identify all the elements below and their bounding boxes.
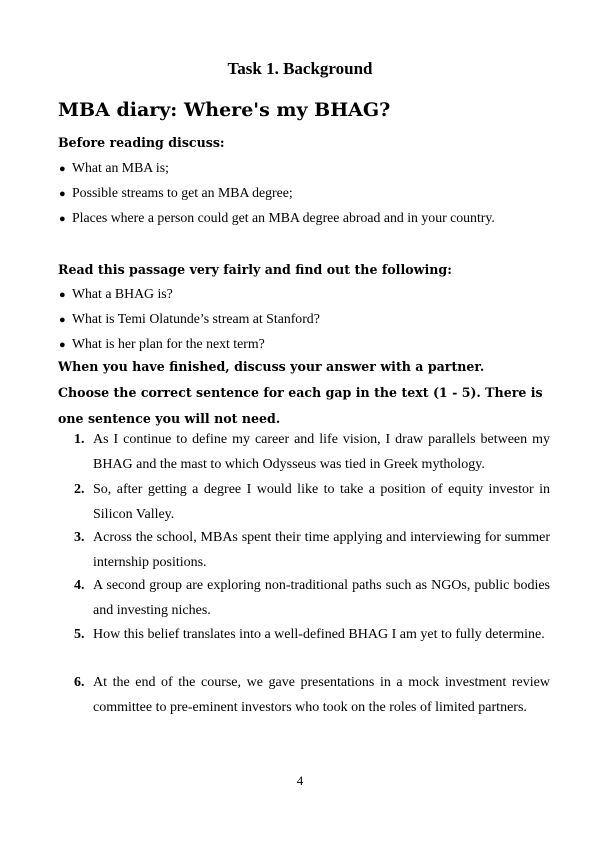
sentence-text: At the end of the course, we gave presentations in a mock investment review committee to pre-eminent investors who took on the roles of limited partners. (93, 675, 550, 715)
task-title: Task 1. Background (227, 59, 373, 78)
discuss-instruction: When you have finished, discuss your answer with a partner. (58, 359, 485, 374)
read-passage-item (59, 335, 265, 354)
before-reading-item-text: Possible streams to get an MBA degree; (72, 185, 293, 200)
before-reading-item (59, 184, 293, 203)
sentence-option (74, 525, 550, 575)
sentence-number: 3. (74, 530, 85, 545)
before-reading-item (59, 159, 169, 178)
sentence-number: 4. (74, 578, 85, 593)
sentence-number: 1. (74, 432, 85, 447)
sentence-option (74, 477, 550, 527)
read-passage-item (59, 285, 173, 304)
sentence-number: 2. (74, 482, 85, 497)
sentence-text: As I continue to define my career and life vision, I draw parallels between my BHAG and the mast to which Odysseus was tied in Greek mythology. (93, 432, 550, 472)
read-passage-heading: Read this passage very fairly and find out the following: (58, 262, 452, 277)
read-passage-item-text: What is Temi Olatunde’s stream at Stanford? (72, 311, 320, 326)
sentence-option (74, 573, 550, 623)
sentence-text: How this belief translates into a well-defined BHAG I am yet to fully determine. (93, 627, 545, 642)
bullet-icon: ● (59, 314, 66, 326)
gap-instruction: Choose the correct sentence for each gap in the text (1 - 5). There is one sentence you will not need. (58, 385, 543, 426)
sentence-number: 5. (74, 627, 85, 642)
before-reading-item-text: What an MBA is; (72, 160, 169, 175)
bullet-icon: ● (59, 163, 66, 175)
bullet-icon: ● (59, 213, 66, 225)
page-number: 4 (296, 773, 304, 788)
main-title: MBA diary: Where's my BHAG? (58, 99, 391, 121)
bullet-icon: ● (59, 188, 66, 200)
sentence-text: A second group are exploring non-traditional paths such as NGOs, public bodies and investing niches. (93, 578, 550, 618)
read-passage-item-text: What is her plan for the next term? (72, 336, 265, 351)
sentence-text: Across the school, MBAs spent their time applying and interviewing for summer internship positions. (93, 530, 550, 570)
read-passage-item-text: What a BHAG is? (72, 286, 173, 301)
read-passage-item (59, 310, 320, 329)
bullet-icon: ● (59, 289, 66, 301)
sentence-option (74, 427, 550, 477)
bullet-icon: ● (59, 339, 66, 351)
sentence-option (74, 622, 550, 647)
sentence-text: So, after getting a degree I would like to take a position of equity investor in Silicon Valley. (93, 482, 550, 522)
before-reading-item-text: Places where a person could get an MBA degree abroad and in your country. (72, 210, 495, 225)
sentence-option (74, 670, 550, 720)
before-reading-heading: Before reading discuss: (58, 135, 225, 150)
sentence-number: 6. (74, 675, 85, 690)
before-reading-item (59, 209, 495, 228)
